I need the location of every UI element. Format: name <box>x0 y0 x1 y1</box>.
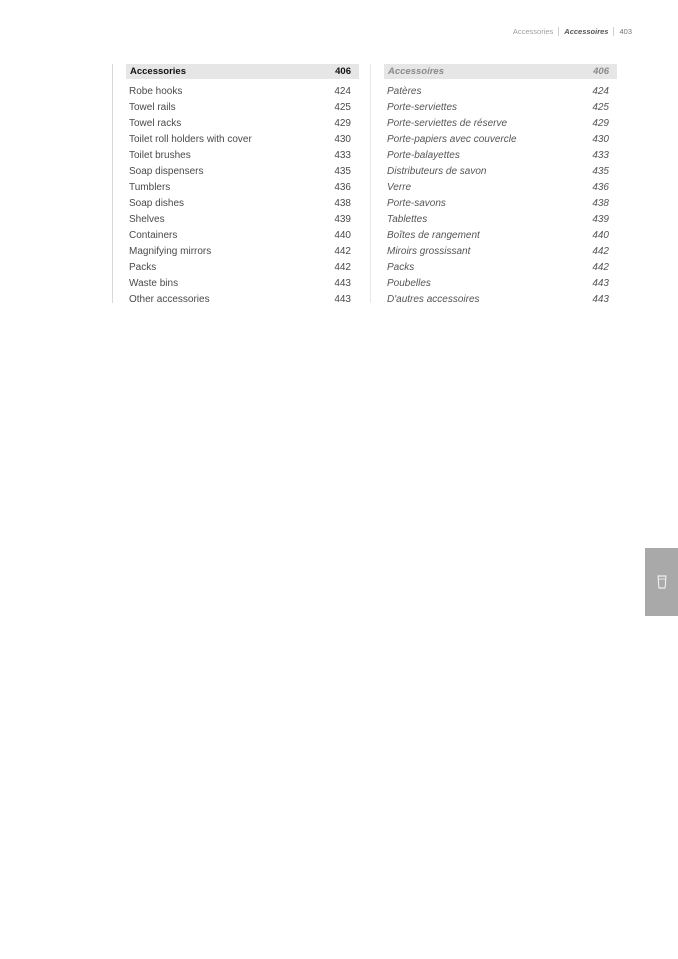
toc-entry-label: Soap dispensers <box>129 165 204 177</box>
header-divider <box>558 27 559 36</box>
toc-entry-label: Containers <box>129 229 178 241</box>
toc-entry-page: 433 <box>592 149 609 161</box>
toc-entry[interactable] <box>126 83 359 99</box>
header-section-fr: Accessoires <box>564 27 609 36</box>
toc-entry-page: 442 <box>334 245 351 257</box>
toc-entry-page: 436 <box>592 181 609 193</box>
toc-entry[interactable] <box>384 99 617 115</box>
toc-entry[interactable] <box>126 243 359 259</box>
toc-entry[interactable] <box>384 243 617 259</box>
toc-entry-page: 439 <box>592 213 609 225</box>
toc-french <box>370 64 617 303</box>
page-number: 403 <box>619 27 632 36</box>
toc-entry[interactable] <box>384 179 617 195</box>
toc-entry[interactable] <box>384 259 617 275</box>
section-side-tab[interactable] <box>645 548 678 616</box>
toc-heading-page: 406 <box>335 66 351 77</box>
toc-entry-label: Porte-balayettes <box>387 149 460 161</box>
toc-entry-page: 443 <box>592 277 609 289</box>
toc-english-heading[interactable] <box>126 64 359 79</box>
toc-entry-label: Shelves <box>129 213 165 225</box>
toc-entry-page: 440 <box>334 229 351 241</box>
toc-entry-page: 443 <box>592 293 609 305</box>
toc-entry[interactable] <box>126 99 359 115</box>
toc-entry-label: Towel rails <box>129 101 176 113</box>
toc-entry-page: 442 <box>592 245 609 257</box>
toc-entry-page: 440 <box>592 229 609 241</box>
toc-french-list <box>384 83 617 307</box>
toc-entry-page: 435 <box>334 165 351 177</box>
toc-entry[interactable] <box>126 195 359 211</box>
tumbler-icon <box>657 575 667 589</box>
toc-entry-label: Waste bins <box>129 277 179 289</box>
toc-entry-label: Boîtes de rangement <box>387 229 480 241</box>
toc-entry-page: 433 <box>334 149 351 161</box>
toc-entry[interactable] <box>384 227 617 243</box>
toc-entry[interactable] <box>126 275 359 291</box>
toc-entry[interactable] <box>384 211 617 227</box>
toc-entry[interactable] <box>126 163 359 179</box>
toc-entry[interactable] <box>126 115 359 131</box>
toc-entry[interactable] <box>126 179 359 195</box>
toc-entry-label: D'autres accessoires <box>387 293 480 305</box>
toc-entry-label: Distributeurs de savon <box>387 165 487 177</box>
toc-entry-label: Toilet roll holders with cover <box>129 133 252 145</box>
toc-entry[interactable] <box>126 147 359 163</box>
toc-entry-label: Magnifying mirrors <box>129 245 212 257</box>
toc-entry-label: Porte-serviettes de réserve <box>387 117 508 129</box>
toc-entry-label: Porte-papiers avec couvercle <box>387 133 517 145</box>
toc-entry-label: Poubelles <box>387 277 431 289</box>
toc-entry[interactable] <box>126 227 359 243</box>
toc-entry-page: 442 <box>334 261 351 273</box>
toc-entry[interactable] <box>126 131 359 147</box>
toc-entry-label: Toilet brushes <box>129 149 191 161</box>
toc-entry-page: 425 <box>334 101 351 113</box>
toc-entry-page: 435 <box>592 165 609 177</box>
toc-entry-page: 439 <box>334 213 351 225</box>
toc-entry-page: 429 <box>592 117 609 129</box>
toc-entry-page: 425 <box>592 101 609 113</box>
toc-entry-label: Robe hooks <box>129 85 183 97</box>
toc-entry-label: Packs <box>129 261 157 273</box>
toc-heading-page: 406 <box>593 66 609 77</box>
toc-french-heading[interactable] <box>384 64 617 79</box>
toc-entry-label: Soap dishes <box>129 197 185 209</box>
toc-heading-title: Accessories <box>130 66 186 77</box>
toc-entry-label: Patères <box>387 85 422 97</box>
toc-entry-label: Verre <box>387 181 412 193</box>
toc-entry[interactable] <box>126 259 359 275</box>
toc-entry-page: 424 <box>334 85 351 97</box>
toc-english-list <box>126 83 359 307</box>
toc-entry[interactable] <box>126 211 359 227</box>
page-header <box>513 27 632 36</box>
toc-entry-page: 429 <box>334 117 351 129</box>
toc-entry-page: 430 <box>334 133 351 145</box>
toc-entry-label: Towel racks <box>129 117 182 129</box>
toc-entry[interactable] <box>384 195 617 211</box>
header-divider <box>613 27 614 36</box>
toc-english <box>112 64 359 303</box>
toc-heading-title: Accessoires <box>388 66 444 77</box>
toc-entry-page: 438 <box>334 197 351 209</box>
toc-entry-page: 442 <box>592 261 609 273</box>
toc-entry-label: Porte-serviettes <box>387 101 458 113</box>
toc-entry-label: Tumblers <box>129 181 171 193</box>
toc-entry-label: Packs <box>387 261 415 273</box>
toc-entry-label: Miroirs grossissant <box>387 245 471 257</box>
header-section-en: Accessories <box>512 27 554 36</box>
toc-entry-page: 443 <box>334 293 351 305</box>
toc-entry[interactable] <box>384 163 617 179</box>
toc-entry-page: 430 <box>592 133 609 145</box>
toc-entry[interactable] <box>384 291 617 307</box>
toc-entry-label: Porte-savons <box>387 197 446 209</box>
toc-entry-label: Other accessories <box>129 293 210 305</box>
toc-entry-page: 424 <box>592 85 609 97</box>
toc-entry-page: 443 <box>334 277 351 289</box>
toc-entry[interactable] <box>384 147 617 163</box>
toc-entry[interactable] <box>384 83 617 99</box>
toc-entry-label: Tablettes <box>387 213 428 225</box>
toc-entry-page: 438 <box>592 197 609 209</box>
toc-entry[interactable] <box>384 131 617 147</box>
toc-entry-page: 436 <box>334 181 351 193</box>
toc-entry[interactable] <box>126 291 359 307</box>
toc-entry[interactable] <box>384 275 617 291</box>
toc-entry[interactable] <box>384 115 617 131</box>
